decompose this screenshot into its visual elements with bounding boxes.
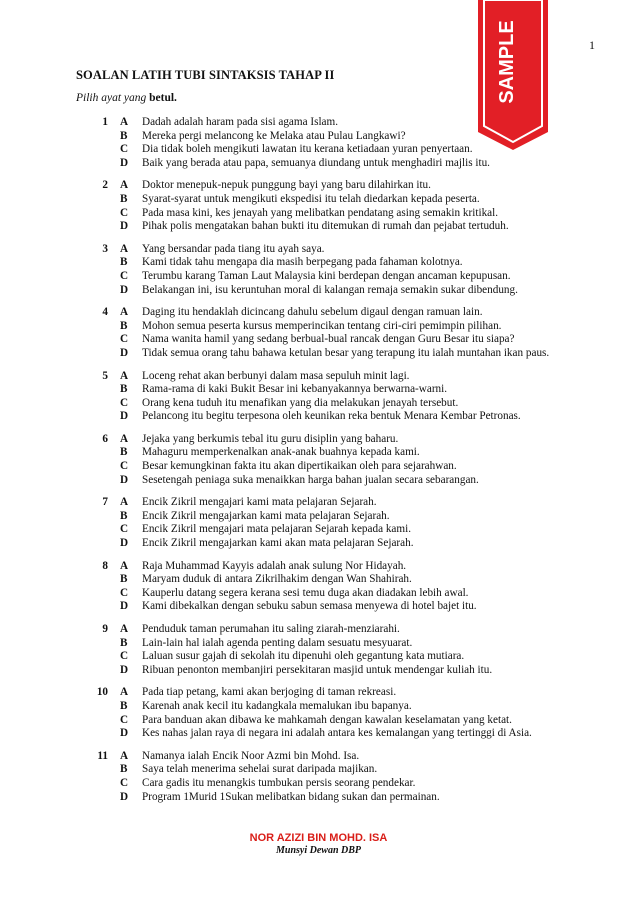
option-letter: C: [120, 333, 129, 346]
question-number: [76, 333, 108, 347]
question-number: 11: [97, 749, 108, 762]
question-6-option-b: [76, 446, 596, 460]
option-text: Mahaguru memperkenalkan anak-anak buahnya kepada kami.: [142, 446, 420, 459]
option-text: Kami tidak tahu mengapa dia masih berpegang pada fahaman kolotnya.: [142, 256, 463, 269]
question-number: [76, 791, 108, 805]
option-text: Raja Muhammad Kayyis adalah anak sulung Nor Hidayah.: [142, 559, 407, 572]
question-8-option-a: [76, 560, 596, 574]
option-text: Dia tidak boleh mengikuti lawatan itu kerana ketiadaan yuran penyertaan.: [142, 143, 473, 156]
option-letter: C: [120, 523, 129, 536]
question-11-option-a: [76, 750, 596, 764]
question-3-option-a: [76, 243, 596, 257]
question-number: 3: [102, 242, 108, 255]
question-5: [76, 370, 596, 424]
question-11-option-b: [76, 763, 596, 777]
option-letter: A: [120, 116, 129, 128]
option-text: Loceng rehat akan berbunyi dalam masa sepuluh minit lagi.: [142, 369, 410, 382]
option-letter: D: [120, 410, 129, 423]
question-7-option-b: [76, 510, 596, 524]
question-list: [76, 116, 596, 813]
option-text: Nama wanita hamil yang sedang berbual-bual rancak dengan Guru Besar itu siapa?: [142, 333, 515, 346]
page-number: 1: [589, 38, 595, 52]
option-text: Kami dibekalkan dengan sebuku sabun semasa menyewa di hotel bajet itu.: [142, 600, 477, 613]
option-letter: C: [120, 143, 129, 156]
question-6: [76, 433, 596, 487]
question-2: [76, 179, 596, 233]
option-text: Yang bersandar pada tiang itu ayah saya.: [142, 242, 325, 255]
question-4-option-b: [76, 320, 596, 334]
option-letter: A: [120, 559, 129, 572]
option-letter: C: [120, 586, 129, 599]
option-text: Daging itu hendaklah dicincang dahulu sebelum digaul dengan ramuan lain.: [142, 306, 483, 319]
option-text: Mereka pergi melancong ke Melaka atau Pulau Langkawi?: [142, 129, 406, 142]
question-8-option-b: [76, 573, 596, 587]
option-letter: D: [120, 283, 129, 296]
question-1-option-c: [76, 143, 596, 157]
option-letter: A: [120, 686, 129, 699]
question-number: 4: [102, 306, 108, 319]
question-number: [76, 460, 108, 474]
question-number: 6: [102, 432, 108, 445]
option-letter: A: [120, 242, 129, 255]
option-text: Jejaka yang berkumis tebal itu guru disiplin yang baharu.: [142, 432, 399, 445]
option-text: Saya telah menerima sehelai surat daripada majikan.: [142, 763, 378, 776]
option-letter: B: [120, 509, 128, 522]
option-text: Orang kena tuduh itu menafikan yang dia melakukan jenayah tersebut.: [142, 396, 459, 409]
question-number: [76, 587, 108, 601]
question-8-option-c: [76, 587, 596, 601]
question-7-option-a: [76, 496, 596, 510]
option-letter: D: [120, 663, 129, 676]
question-9-option-b: [76, 637, 596, 651]
question-number: [76, 130, 108, 144]
question-10: [76, 686, 596, 740]
question-9-option-c: [76, 650, 596, 664]
question-5-option-c: [76, 397, 596, 411]
question-10-option-c: [76, 714, 596, 728]
question-number: 2: [102, 179, 108, 192]
question-5-option-d: [76, 410, 596, 424]
option-letter: D: [120, 727, 129, 740]
option-letter: A: [120, 306, 129, 319]
option-text: Lain-lain hal ialah agenda penting dalam sesuatu mesyuarat.: [142, 636, 413, 649]
option-text: Dadah adalah haram pada sisi agama Islam.: [142, 116, 339, 128]
question-number: [76, 270, 108, 284]
question-2-option-b: [76, 193, 596, 207]
option-letter: A: [120, 432, 129, 445]
question-9: [76, 623, 596, 677]
question-number: [76, 320, 108, 334]
option-letter: D: [120, 346, 129, 359]
option-letter: D: [120, 156, 129, 169]
question-4: [76, 306, 596, 360]
option-letter: C: [120, 776, 129, 789]
question-3: [76, 243, 596, 297]
question-4-option-c: [76, 333, 596, 347]
option-letter: D: [120, 220, 129, 233]
question-7-option-c: [76, 523, 596, 537]
option-letter: C: [120, 396, 129, 409]
option-letter: B: [120, 636, 128, 649]
option-text: Mohon semua peserta kursus memperincikan tentang ciri-ciri pemimpin pilihan.: [142, 319, 502, 332]
question-number: [76, 220, 108, 234]
question-2-option-a: [76, 179, 596, 193]
option-text: Kes nahas jalan raya di negara ini adalah antara kes kemalangan yang tertinggi di Asia.: [142, 727, 532, 740]
question-number: [76, 157, 108, 171]
option-letter: C: [120, 460, 129, 473]
question-number: 10: [96, 686, 108, 699]
question-number: [76, 664, 108, 678]
question-8-option-d: [76, 600, 596, 614]
question-number: [76, 284, 108, 298]
option-text: Para banduan akan dibawa ke mahkamah dengan kawalan keselamatan yang ketat.: [142, 713, 512, 726]
option-text: Rama-rama di kaki Bukit Besar ini kebanyakannya berwarna-warni.: [142, 383, 448, 396]
question-6-option-c: [76, 460, 596, 474]
option-letter: A: [120, 179, 129, 192]
option-text: Doktor menepuk-nepuk punggung bayi yang baru dilahirkan itu.: [142, 179, 431, 192]
option-text: Pada tiap petang, kami akan berjoging di taman rekreasi.: [142, 686, 397, 699]
question-1-option-a: [76, 116, 596, 130]
question-number: [76, 763, 108, 777]
instruction: [76, 92, 177, 104]
option-text: Encik Zikril mengajari mata pelajaran Sejarah kepada kami.: [142, 523, 412, 536]
option-letter: B: [120, 763, 128, 776]
question-number: [76, 347, 108, 361]
question-number: [76, 256, 108, 270]
question-number: [76, 193, 108, 207]
question-1: [76, 116, 596, 170]
option-text: Sesetengah peniaga suka menaikkan harga bahan jualan secara sebarangan.: [142, 473, 479, 486]
instruction-emphasis: betul.: [149, 92, 177, 104]
question-number: [76, 143, 108, 157]
option-letter: B: [120, 383, 128, 396]
option-text: Baik yang berada atau papa, semuanya diundang untuk menghadiri majlis itu.: [142, 156, 490, 169]
option-letter: A: [120, 369, 129, 382]
question-2-option-c: [76, 207, 596, 221]
question-1-option-b: [76, 130, 596, 144]
option-text: Ribuan penonton membanjiri persekitaran masjid untuk mendengar kuliah itu.: [142, 663, 493, 676]
question-6-option-d: [76, 474, 596, 488]
option-text: Encik Zikril mengajari kami mata pelajaran Sejarah.: [142, 496, 377, 509]
footer-author: NOR AZIZI BIN MOHD. ISA: [249, 832, 388, 844]
question-6-option-a: [76, 433, 596, 447]
question-11: [76, 750, 596, 804]
option-text: Syarat-syarat untuk mengikuti ekspedisi itu telah diedarkan kepada peserta.: [142, 192, 480, 205]
option-letter: C: [120, 713, 129, 726]
question-7: [76, 496, 596, 550]
question-number: [76, 446, 108, 460]
option-letter: D: [120, 600, 129, 613]
option-text: Belakangan ini, isu keruntuhan moral di kalangan remaja semakin sukar dibendung.: [142, 283, 518, 296]
question-number: 1: [102, 116, 108, 128]
question-number: [76, 207, 108, 221]
option-text: Namanya ialah Encik Noor Azmi bin Mohd. Isa.: [142, 749, 360, 762]
question-5-option-b: [76, 383, 596, 397]
question-4-option-a: [76, 306, 596, 320]
option-letter: C: [120, 269, 129, 282]
option-letter: A: [120, 496, 129, 509]
question-number: [76, 410, 108, 424]
question-number: [76, 637, 108, 651]
option-letter: B: [120, 129, 128, 142]
question-10-option-d: [76, 727, 596, 741]
question-number: 8: [102, 559, 108, 572]
sample-watermark-text: SAMPLE: [496, 20, 518, 104]
option-letter: A: [120, 749, 129, 762]
question-3-option-d: [76, 284, 596, 298]
question-number: [76, 474, 108, 488]
option-text: Kauperlu datang segera kerana sesi temu duga akan diadakan lebih awal.: [142, 586, 469, 599]
page-title: SOALAN LATIH TUBI SINTAKSIS TAHAP II: [76, 68, 335, 82]
option-text: Encik Zikril mengajarkan kami mata pelajaran Sejarah.: [142, 509, 390, 522]
instruction-text: Pilih ayat yang: [76, 92, 147, 104]
question-number: [76, 727, 108, 741]
question-number: [76, 573, 108, 587]
option-text: Cara gadis itu menangkis tumbukan persis seorang pendekar.: [142, 776, 416, 789]
question-4-option-d: [76, 347, 596, 361]
option-letter: D: [120, 537, 129, 550]
question-number: [76, 777, 108, 791]
option-letter: B: [120, 319, 128, 332]
question-number: 9: [102, 623, 108, 635]
footer: [0, 832, 637, 856]
question-3-option-b: [76, 256, 596, 270]
option-text: Pelancong itu begitu terpesona oleh keunikan reka bentuk Menara Kembar Petronas.: [142, 410, 521, 423]
option-letter: C: [120, 650, 129, 663]
question-10-option-a: [76, 686, 596, 700]
question-number: [76, 383, 108, 397]
question-7-option-d: [76, 537, 596, 551]
option-text: Pada masa kini, kes jenayah yang melibatkan pendatang asing semakin kritikal.: [142, 206, 499, 219]
question-number: [76, 397, 108, 411]
option-letter: B: [120, 573, 128, 586]
question-number: [76, 700, 108, 714]
option-letter: B: [120, 446, 128, 459]
option-text: Laluan susur gajah di sekolah itu dipenuhi oleh gegantung kata mutiara.: [142, 650, 465, 663]
option-text: Encik Zikril mengajarkan kami akan mata pelajaran Sejarah.: [142, 537, 414, 550]
option-letter: B: [120, 256, 128, 269]
question-number: 5: [102, 369, 108, 382]
footer-subtitle: Munsyi Dewan DBP: [275, 845, 361, 856]
option-letter: B: [120, 699, 128, 712]
option-text: Terumbu karang Taman Laut Malaysia kini berdepan dengan ancaman kepupusan.: [142, 269, 511, 282]
question-8: [76, 560, 596, 614]
option-text: Penduduk taman perumahan itu saling ziarah-menziarahi.: [142, 623, 400, 635]
option-letter: D: [120, 473, 129, 486]
option-text: Tidak semua orang tahu bahawa ketulan besar yang terapung itu ialah muntahan ikan paus.: [142, 346, 550, 359]
question-number: 7: [102, 496, 108, 509]
question-2-option-d: [76, 220, 596, 234]
question-11-option-c: [76, 777, 596, 791]
question-number: [76, 600, 108, 614]
option-text: Pihak polis mengatakan bahan bukti itu ditemukan di rumah dan pejabat tertuduh.: [142, 220, 509, 233]
option-letter: B: [120, 192, 128, 205]
option-letter: A: [120, 623, 129, 635]
question-10-option-b: [76, 700, 596, 714]
question-number: [76, 537, 108, 551]
option-letter: D: [120, 790, 129, 803]
question-9-option-a: [76, 623, 596, 637]
question-number: [76, 714, 108, 728]
option-text: Besar kemungkinan fakta itu akan dipertikaikan oleh para sejarahwan.: [142, 460, 457, 473]
question-11-option-d: [76, 791, 596, 805]
question-number: [76, 510, 108, 524]
option-text: Program 1Murid 1Sukan melibatkan bidang sukan dan permainan.: [142, 790, 440, 803]
option-letter: C: [120, 206, 129, 219]
question-number: [76, 650, 108, 664]
question-number: [76, 523, 108, 537]
question-9-option-d: [76, 664, 596, 678]
option-text: Karenah anak kecil itu kadangkala memalukan ibu bapanya.: [142, 699, 412, 712]
question-5-option-a: [76, 370, 596, 384]
option-text: Maryam duduk di antara Zikrilhakim dengan Wan Shahirah.: [142, 573, 412, 586]
question-3-option-c: [76, 270, 596, 284]
question-1-option-d: [76, 157, 596, 171]
